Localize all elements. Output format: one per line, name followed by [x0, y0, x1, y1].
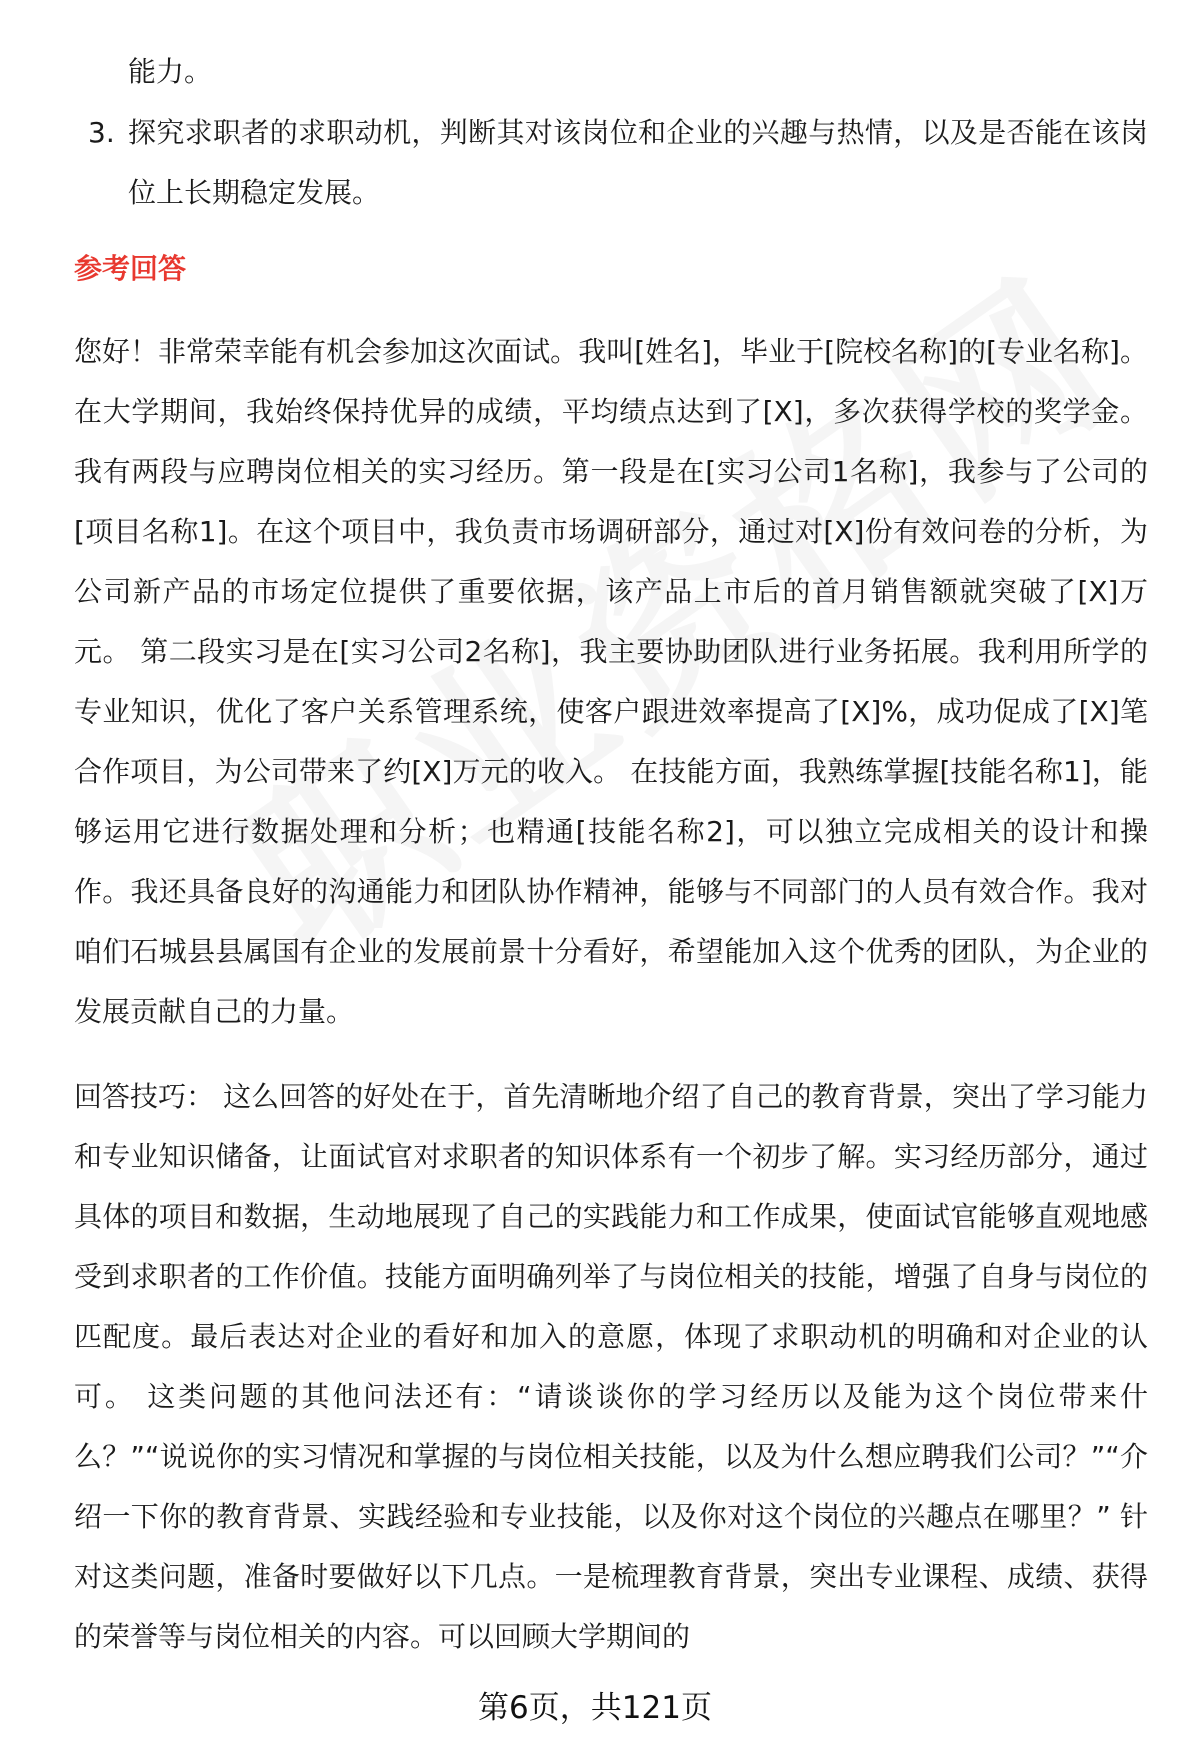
section-heading: 参考回答 [74, 252, 187, 285]
list-item-text: 探究求职者的求职动机，判断其对该岗位和企业的兴趣与热情，以及是否能在该岗位上长期稳定发展。 [128, 116, 1148, 209]
page-footer: 第6页，共121页 [478, 1690, 712, 1726]
tips-paragraph: 回答技巧： 这么回答的好处在于，首先清晰地介绍了自己的教育背景，突出了学习能力和专业知识储备，让面试官对求职者的知识体系有一个初步了解。实习经历部分，通过具体的项目和数据，生动地展现了自己的实践能力和工作成果，使面试官能够直观地感受到求职者的工作价值。技能方面明确列举了与岗位相关的技能，增强了自身与岗位的匹配度。最后表达对企业的看好和加入的意愿，体现了求职动机的明确和对企业的认可。 这类问题的其他问法还有：“请谈谈你的学习经历以及能为这个岗位带来什么？”“说说你的实习情况和掌握的与岗位相关技能，以及为什么想应聘我们公司？”“介绍一下你的教育背景、实践经验和专业技能，以及你对这个岗位的兴趣点在哪里？” 针对这类问题，准备时要做好以下几点。一是梳理教育背景，突出专业课程、成绩、获得的荣誉等与岗位相关的内容。可以回顾大学期间的 [74, 1080, 1148, 1653]
list-item-number: 3. [88, 116, 115, 149]
answer-paragraph: 您好！非常荣幸能有机会参加这次面试。我叫[姓名]，毕业于[院校名称]的[专业名称]。在大学期间，我始终保持优异的成绩，平均绩点达到了[X]，多次获得学校的奖学金。 我有两段与应聘岗位相关的实习经历。第一段是在[实习公司1名称]，我参与了公司的[项目名称1]。在这个项目中，我负责市场调研部分，通过对[X]份有效问卷的分析，为公司新产品的市场定位提供了重要依据，该产品上市后的首月销售额就突破了[X]万元。 第二段实习是在[实习公司2名称]，我主要协助团队进行业务拓展。我利用所学的专业知识，优化了客户关系管理系统，使客户跟进效率提高了[X]%，成功促成了[X]笔合作项目，为公司带来了约[X]万元的收入。 在技能方面，我熟练掌握[技能名称1]，能够运用它进行数据处理和分析；也精通[技能名称2]，可以独立完成相关的设计和操作。我还具备良好的沟通能力和团队协作精神，能够与不同部门的人员有效合作。我对咱们石城县县属国有企业的发展前景十分看好，希望能加入这个优秀的团队，为企业的发展贡献自己的力量。 [74, 335, 1148, 1028]
continuation-line: 能力。 [128, 55, 213, 88]
